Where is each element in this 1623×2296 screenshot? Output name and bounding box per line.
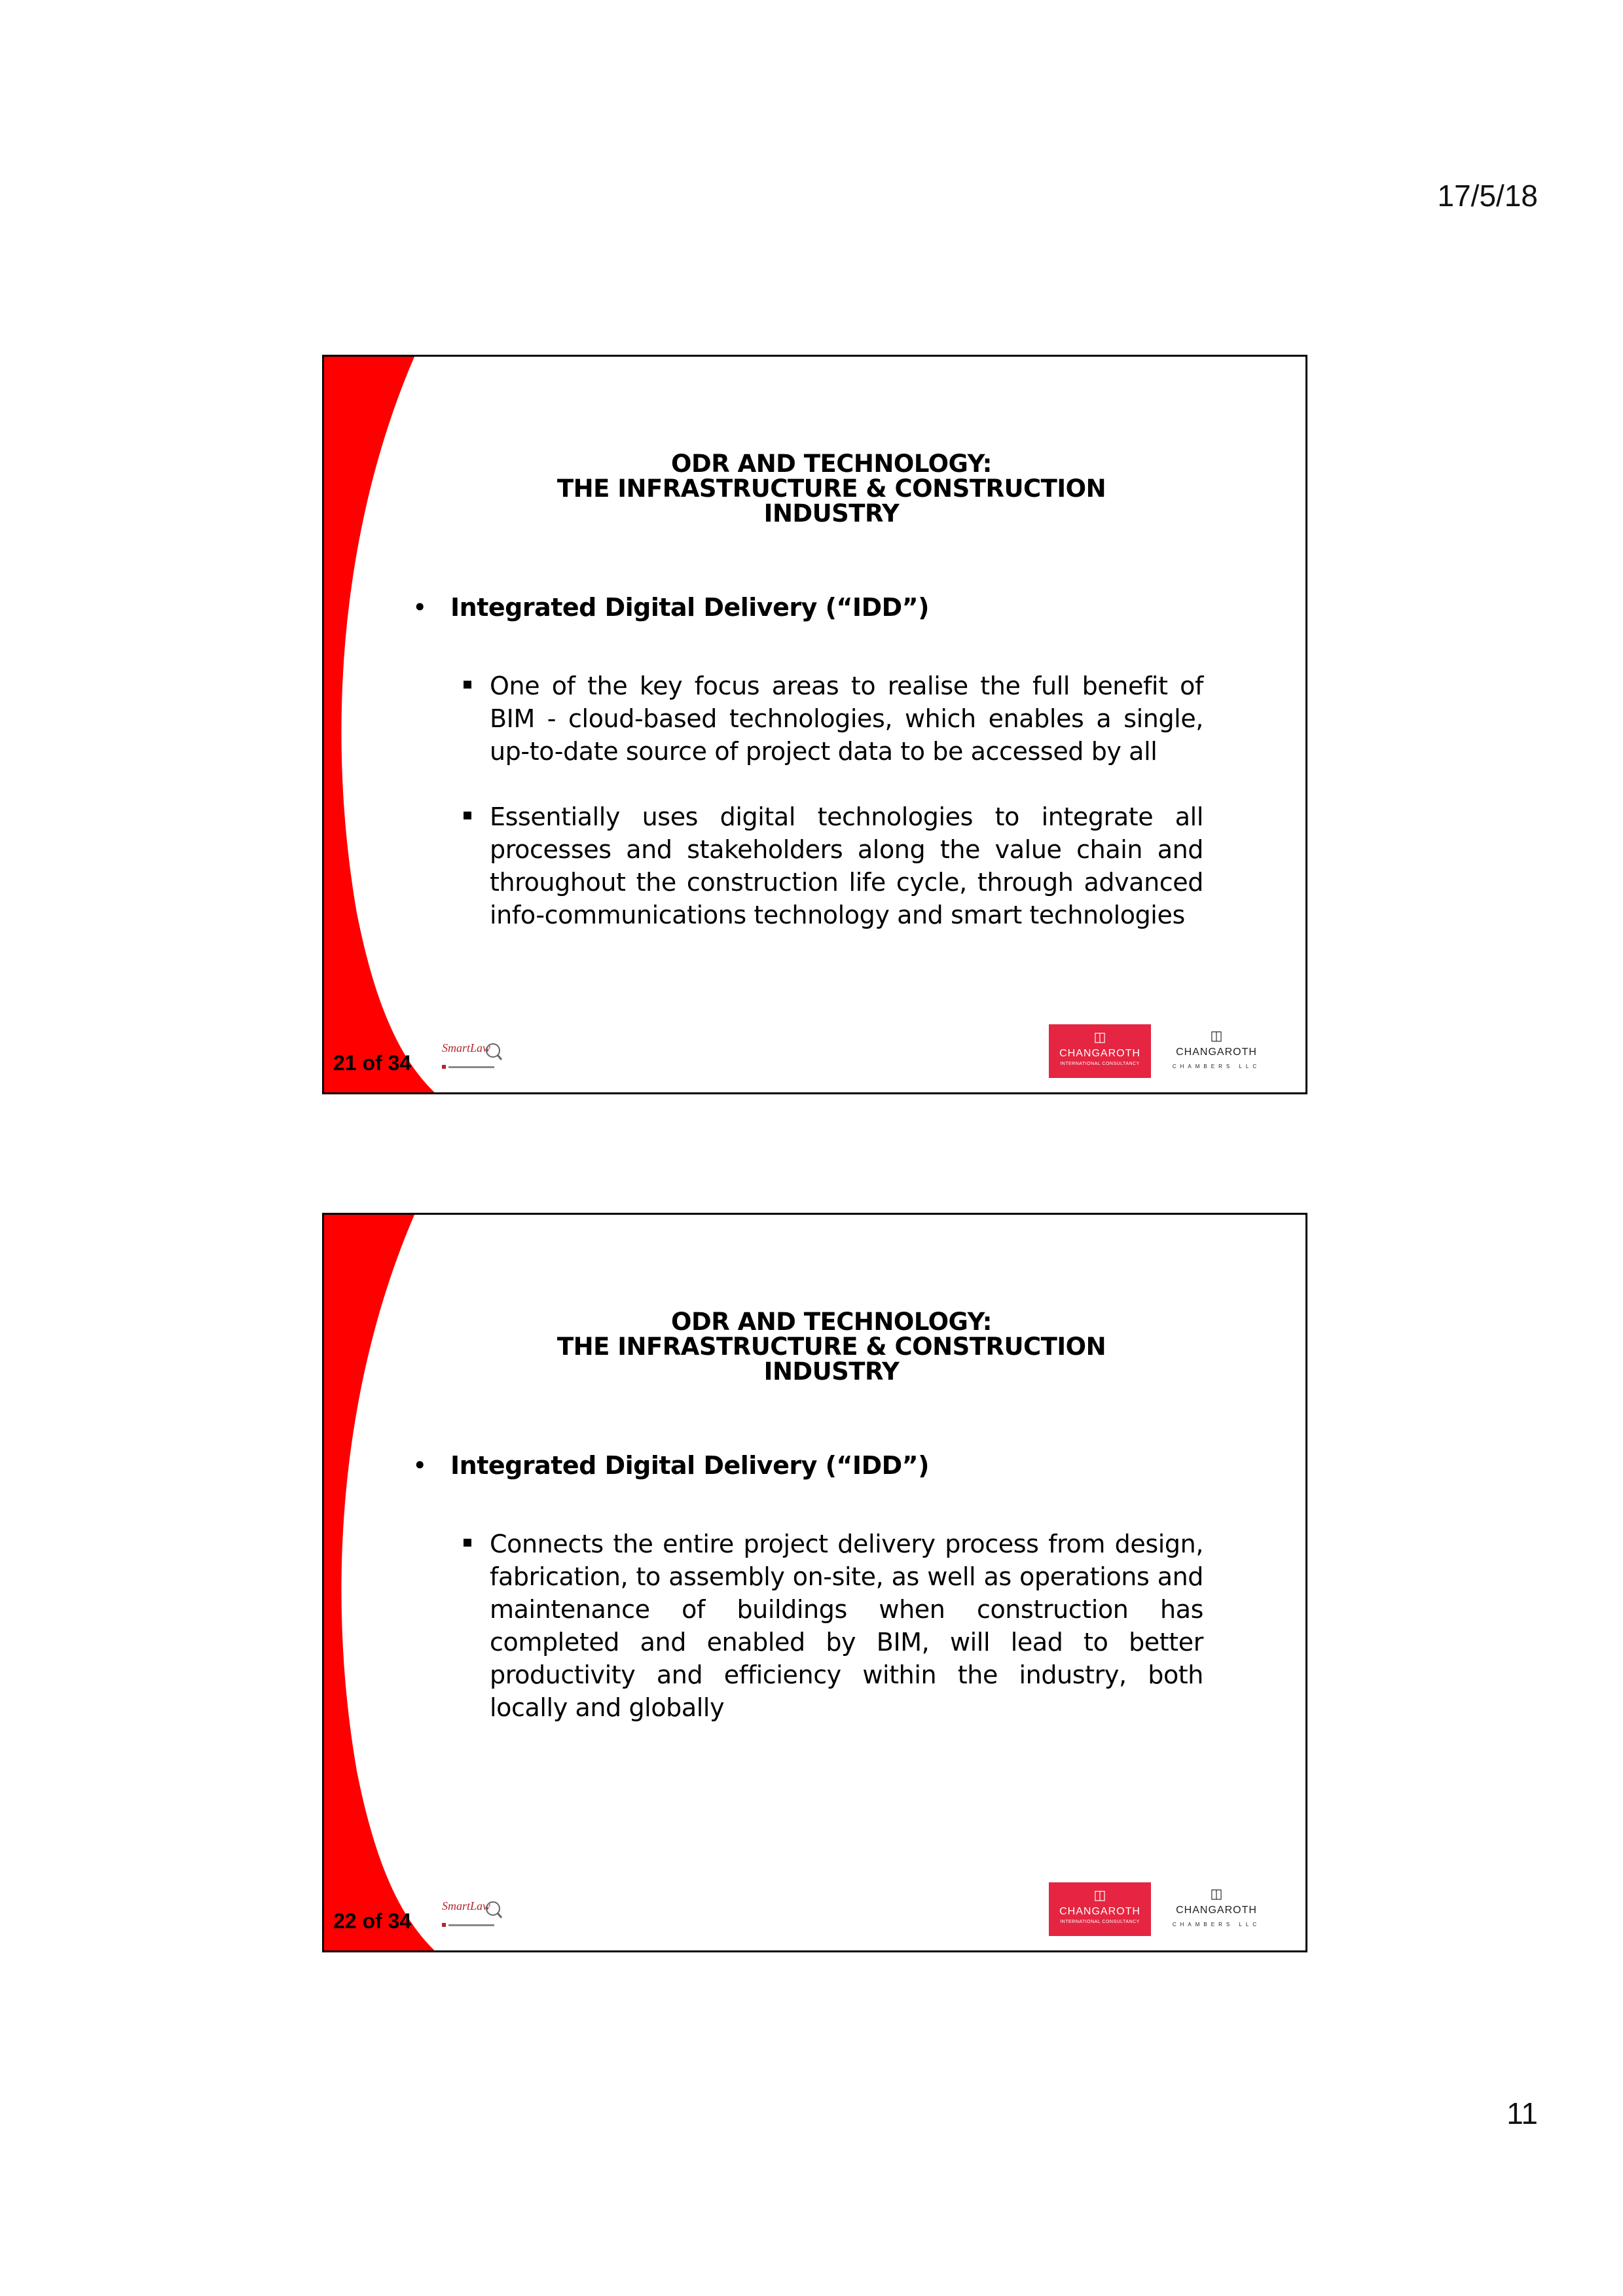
sub-bullet-text: Connects the entire project delivery process from design, fabrication, to assembly on-site, as well as operations and maintenance of buildings when construction has completed and enabled by BIM, will lead to better productivity and efficiency within the industry, both locally and globally (490, 1530, 1203, 1722)
square-bullet-icon (464, 1539, 471, 1547)
page-number: 11 (1506, 2096, 1538, 2130)
changaroth-consultancy-logo: ◫ CHANGAROTH INTERNATIONAL CONSULTANCY (1049, 1882, 1151, 1936)
changaroth-mark-icon: ◫ (1210, 1886, 1223, 1901)
changaroth-mark-icon: ◫ (1093, 1887, 1106, 1903)
changaroth-chambers-logo: ◫ CHANGAROTH CHAMBERS LLC (1171, 1026, 1262, 1075)
sub-bullet-text: One of the key focus areas to realise the full benefit of BIM - cloud-based technologies, which enables a single, up-to-date source of project data to be accessed by all (490, 672, 1203, 766)
sub-bullet-item (464, 670, 1203, 768)
changaroth-chambers-logo: ◫ CHANGAROTH CHAMBERS LLC (1171, 1884, 1262, 1933)
slide-counter: 22 of 34 (333, 1909, 412, 1933)
slide-title-line-2: THE INFRASTRUCTURE & CONSTRUCTION INDUSTRY (556, 1333, 1106, 1386)
changaroth-mark-icon: ◫ (1210, 1028, 1223, 1043)
changaroth-mark-icon: ◫ (1093, 1029, 1106, 1045)
slide-title-line-1: ODR AND TECHNOLOGY: (671, 450, 992, 478)
slide-counter: 21 of 34 (333, 1051, 412, 1075)
sub-bullet-item (464, 800, 1203, 931)
smartlaw-logo (441, 1894, 502, 1932)
main-bullet (412, 1449, 929, 1482)
square-bullet-icon (464, 812, 471, 819)
slide-title (488, 1310, 1175, 1384)
slide-title-line-2: THE INFRASTRUCTURE & CONSTRUCTION INDUSTRY (556, 475, 1106, 528)
sub-bullet-list (464, 1528, 1203, 1757)
slide-21 (322, 355, 1307, 1094)
smartlaw-logo (441, 1036, 502, 1074)
sub-bullet-list (464, 670, 1203, 964)
slide-title (488, 452, 1175, 526)
page-date: 17/5/18 (1437, 179, 1538, 213)
svg-text:SmartLaw: SmartLaw (442, 1041, 491, 1054)
slide-title-line-1: ODR AND TECHNOLOGY: (671, 1308, 992, 1336)
main-bullet-text: Integrated Digital Delivery (“IDD”) (450, 593, 929, 622)
changaroth-consultancy-logo: ◫ CHANGAROTH INTERNATIONAL CONSULTANCY (1049, 1024, 1151, 1078)
main-bullet-text: Integrated Digital Delivery (“IDD”) (450, 1451, 929, 1480)
sub-bullet-item (464, 1528, 1203, 1724)
slide-22 (322, 1213, 1307, 1952)
bullet-marker: • (412, 1451, 427, 1480)
sub-bullet-text: Essentially uses digital technologies to integrate all processes and stakeholders along the value chain and throughout the construction life cycle, through advanced info-communications technology and smart technologies (490, 802, 1203, 929)
main-bullet (412, 591, 929, 624)
svg-text:SmartLaw: SmartLaw (442, 1899, 491, 1912)
square-bullet-icon (464, 681, 471, 689)
bullet-marker: • (412, 593, 427, 622)
